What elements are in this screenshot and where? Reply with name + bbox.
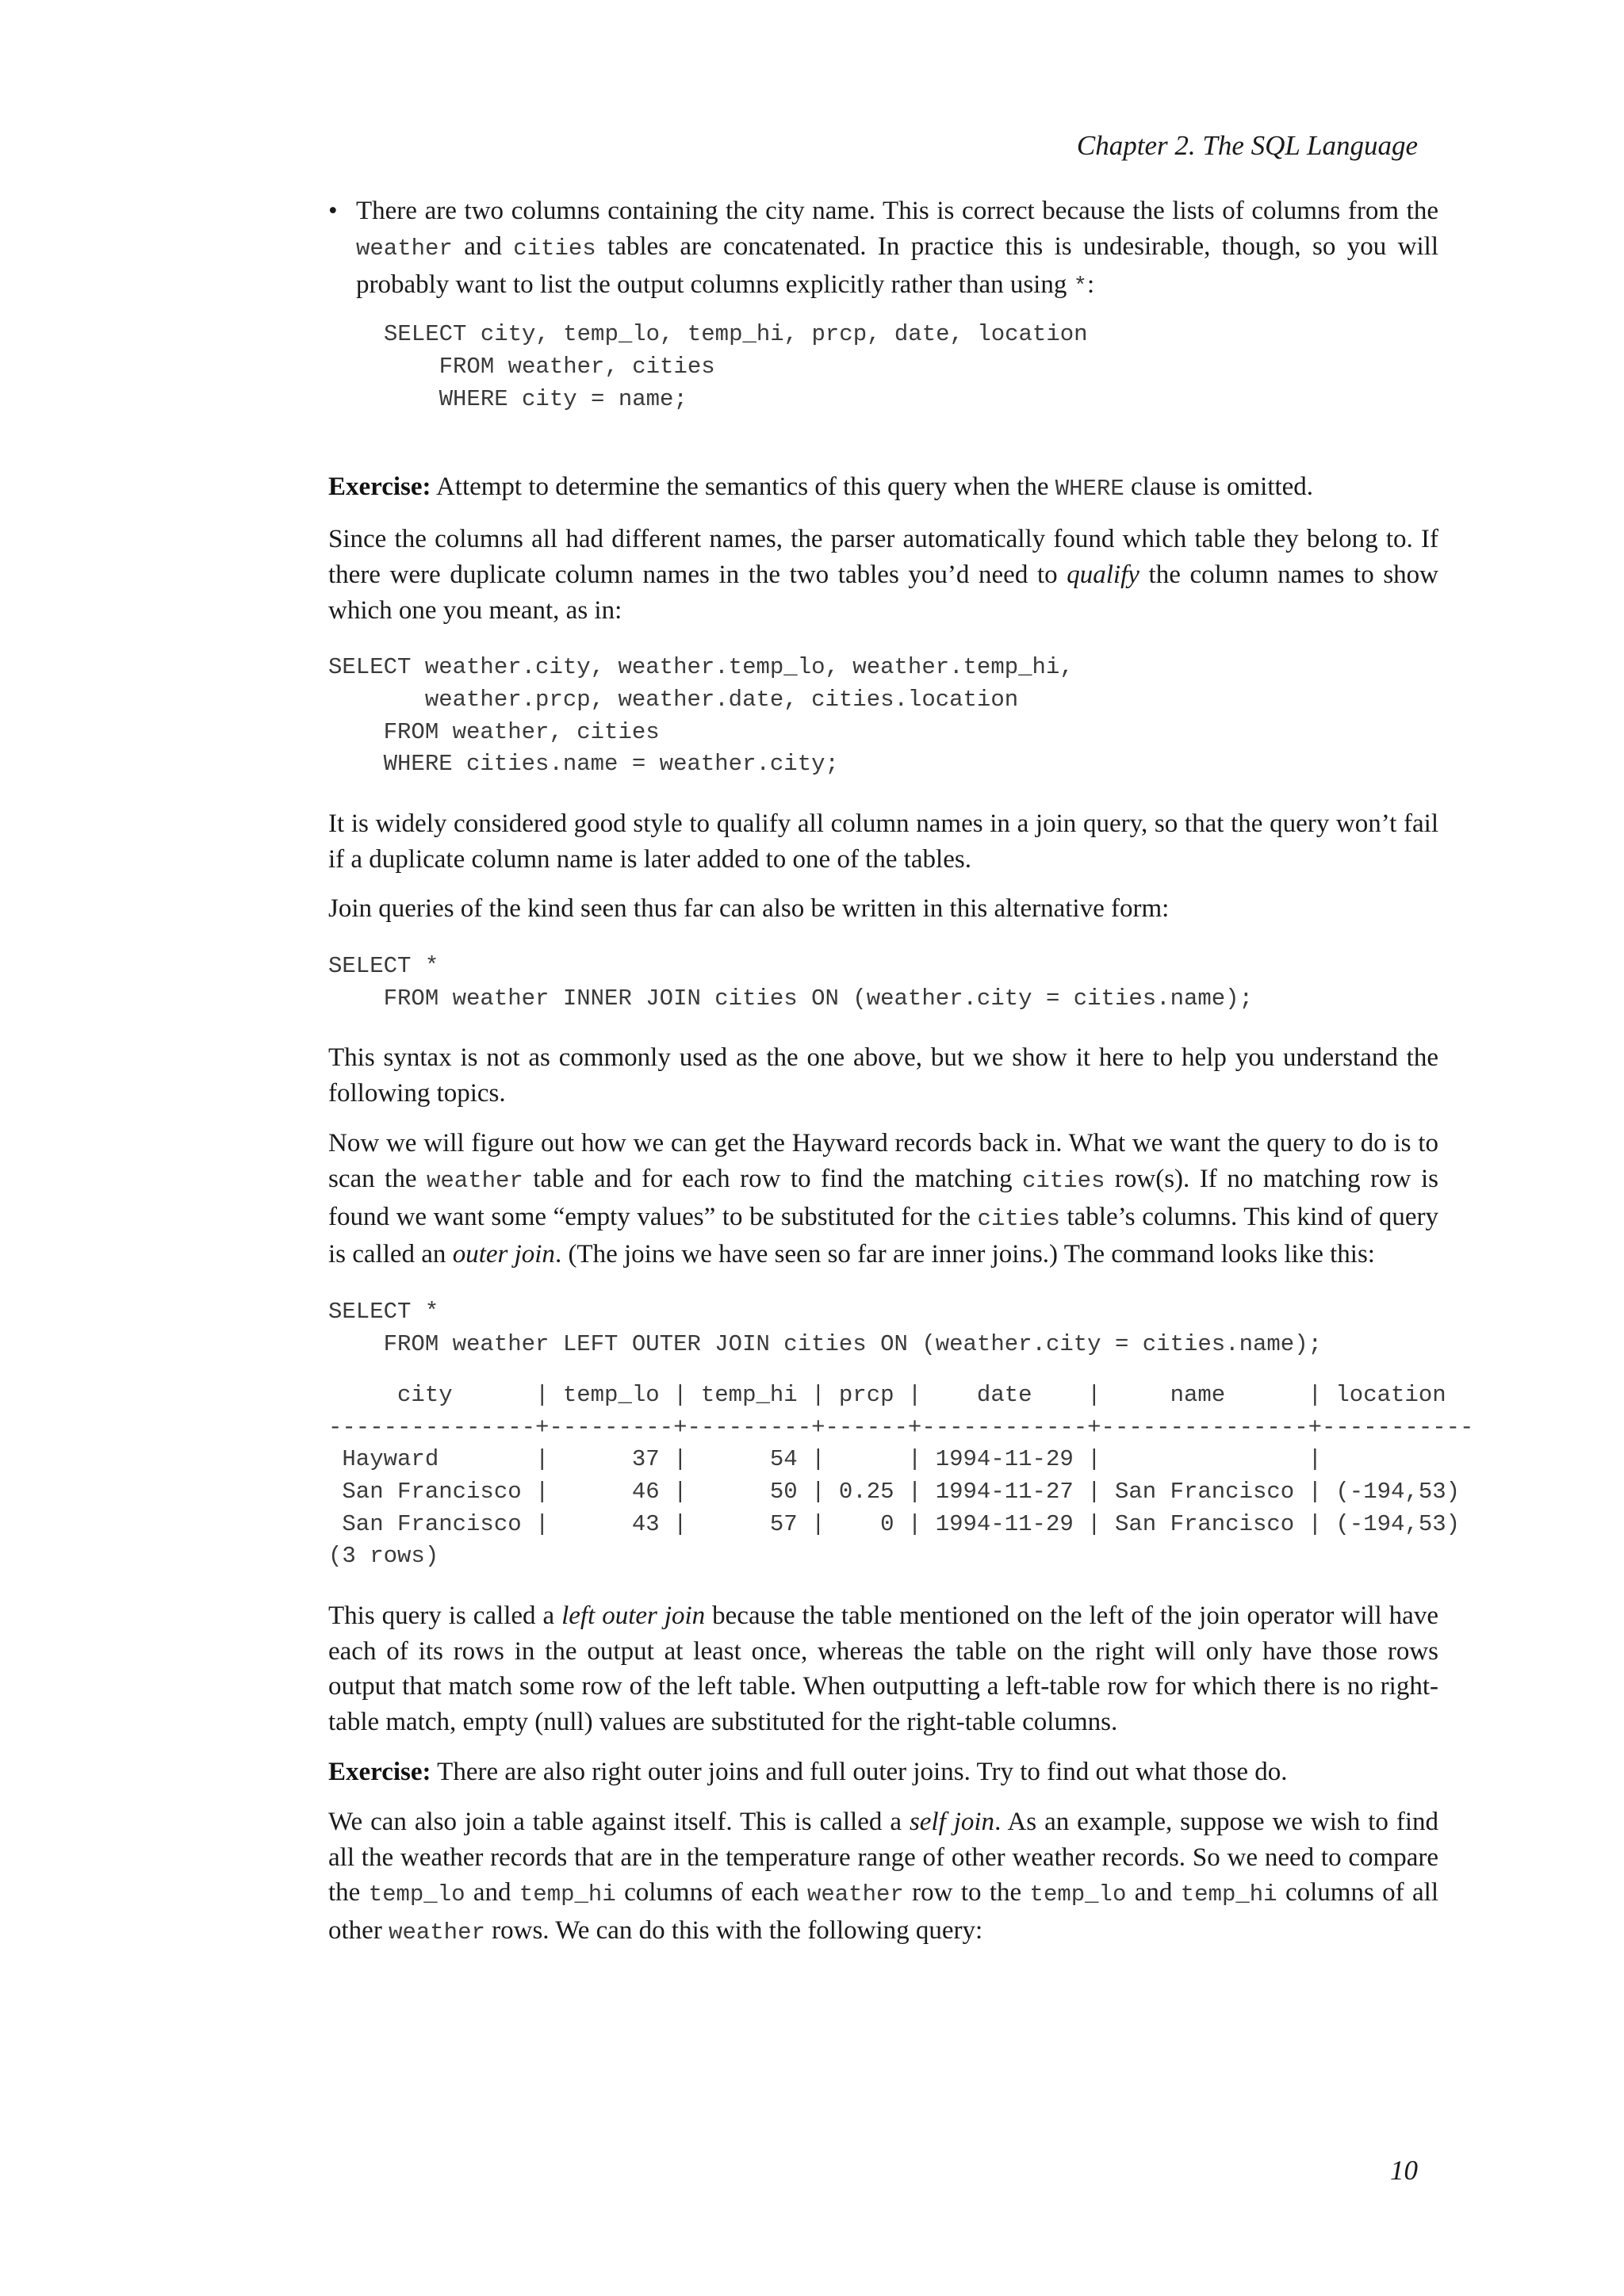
text-run: clause is omitted. — [1124, 473, 1314, 502]
text-run: rows. We can do this with the following query: — [485, 1916, 983, 1946]
text-run: tables are concatenated. In practice this is undesirable, though, so you will probably want to list the output columns explicitly rather than using — [356, 232, 1438, 299]
text-run: We can also join a table against itself. This is called a — [328, 1807, 910, 1836]
text-run: : — [1087, 270, 1095, 299]
inline-code: weather — [389, 1919, 485, 1946]
paragraph-hayward — [328, 1126, 1438, 1272]
code-block-qualified: SELECT weather.city, weather.temp_lo, weather.temp_hi, weather.prcp, weather.date, cities.location FROM weather, cities WHERE cities.name = weather.city; — [328, 654, 1074, 778]
paragraph-alternative: Join queries of the kind seen thus far can also be written in this alternative form: — [328, 894, 1170, 924]
text-run: row(s). If no matching row is found we want some “empty values” to be substituted for the — [328, 1164, 1438, 1231]
exercise-paragraph — [328, 469, 1438, 507]
text-run: and — [465, 1878, 519, 1908]
text-run: Attempt to determine the semantics of this query when the — [431, 473, 1055, 502]
bullet-paragraph — [356, 193, 1438, 304]
inline-code: weather — [356, 235, 453, 262]
exercise-label: Exercise: — [328, 1758, 431, 1787]
text-run: table and for each row to find the matching — [523, 1164, 1022, 1193]
emphasis: left outer join — [561, 1601, 706, 1630]
code-block-inner-join: SELECT * FROM weather INNER JOIN cities ON (weather.city = cities.name); — [328, 953, 1253, 1012]
text-run: columns of all other — [328, 1878, 1438, 1946]
text-run: the column names to show which one you meant, as in: — [328, 560, 1438, 625]
text-run: There are also right outer joins and full outer joins. Try to find out what those do. — [431, 1758, 1288, 1787]
code-block-left-outer-join: SELECT * FROM weather LEFT OUTER JOIN cities ON (weather.city = cities.name); — [328, 1299, 1323, 1357]
page-number: 10 — [1390, 2155, 1418, 2186]
text-run: Since the columns all had different names, the parser automatically found which table they belong to. If there were duplicate column names in the two tables you’d need to — [328, 524, 1438, 589]
text-run: and — [1126, 1878, 1181, 1908]
inline-code: weather — [806, 1881, 904, 1908]
inline-code: cities — [977, 1205, 1060, 1232]
inline-code: cities — [1021, 1167, 1105, 1194]
code-block-select-columns: SELECT city, temp_lo, temp_hi, prcp, date, location FROM weather, cities WHERE city = name; — [384, 321, 1088, 412]
text-run: row to the — [903, 1878, 1030, 1908]
inline-code: temp_hi — [519, 1881, 616, 1908]
text-run: table’s columns. This kind of query is called an — [328, 1202, 1438, 1269]
text-run: There are two columns containing the city name. This is correct because the lists of columns from the — [356, 197, 1438, 225]
running-header: Chapter 2. The SQL Language — [1076, 130, 1418, 161]
paragraph-self-join — [328, 1804, 1438, 1951]
inline-code: weather — [427, 1167, 523, 1194]
inline-code: * — [1073, 273, 1088, 300]
bullet-marker: • — [328, 197, 338, 225]
bullet-item — [328, 193, 1438, 415]
page-content — [328, 193, 1474, 1965]
inline-code: temp_lo — [368, 1881, 465, 1908]
exercise-label: Exercise: — [328, 473, 431, 502]
inline-code: temp_hi — [1180, 1881, 1277, 1908]
inline-code: cities — [513, 235, 596, 262]
paragraph-qualify — [328, 522, 1438, 628]
paragraph-style: It is widely considered good style to qualify all column names in a join query, so that the query won’t fail if a duplicate column name is later added to one of the tables. — [328, 809, 1438, 874]
inline-code: temp_lo — [1029, 1881, 1127, 1908]
text-run: . As an example, suppose we wish to find all the weather records that are in the temperature range of other weather records. So we need to compare the — [328, 1807, 1438, 1908]
text-run: . (The joins we have seen so far are inner joins.) The command looks like this: — [554, 1240, 1375, 1269]
text-run: This query is called a — [328, 1601, 562, 1630]
emphasis: qualify — [1067, 560, 1139, 589]
paragraph-syntax: This syntax is not as commonly used as the one above, but we show it here to help you understand the following topics. — [328, 1043, 1438, 1108]
inline-code: WHERE — [1055, 476, 1124, 503]
text-run: Now we will figure out how we can get the Hayward records back in. What we want the query to do is to scan the — [328, 1128, 1438, 1193]
text-run: columns of each — [615, 1878, 807, 1908]
text-run: and — [452, 232, 514, 261]
emphasis: outer join — [452, 1240, 555, 1269]
text-run: because the table mentioned on the left of the join operator will have each of its rows in the output at least once, whereas the table on the right will only have those rows output that match some row of the left table. When outputting a left-table row for which there is no right-table match, empty (null) values are substituted for the right-table columns. — [328, 1601, 1438, 1737]
emphasis: self join — [909, 1807, 995, 1836]
query-result-table: city | temp_lo | temp_hi | prcp | date | name | location ---------------+---------+---------+------+------------+---------------+----------- Hayward | 37 | 54 | | 1994-11-29 | | San Francisco | 46 | 50 | 0.25 | 1994-11-27 | San Francisco | (-194,53) San Francisco | 43 | 57 | 0 | 1994-11-29 | San Francisco | (-194,53) (3 rows) — [328, 1382, 1474, 1570]
exercise-paragraph — [328, 1755, 1438, 1790]
paragraph-left-outer-join — [328, 1598, 1438, 1740]
